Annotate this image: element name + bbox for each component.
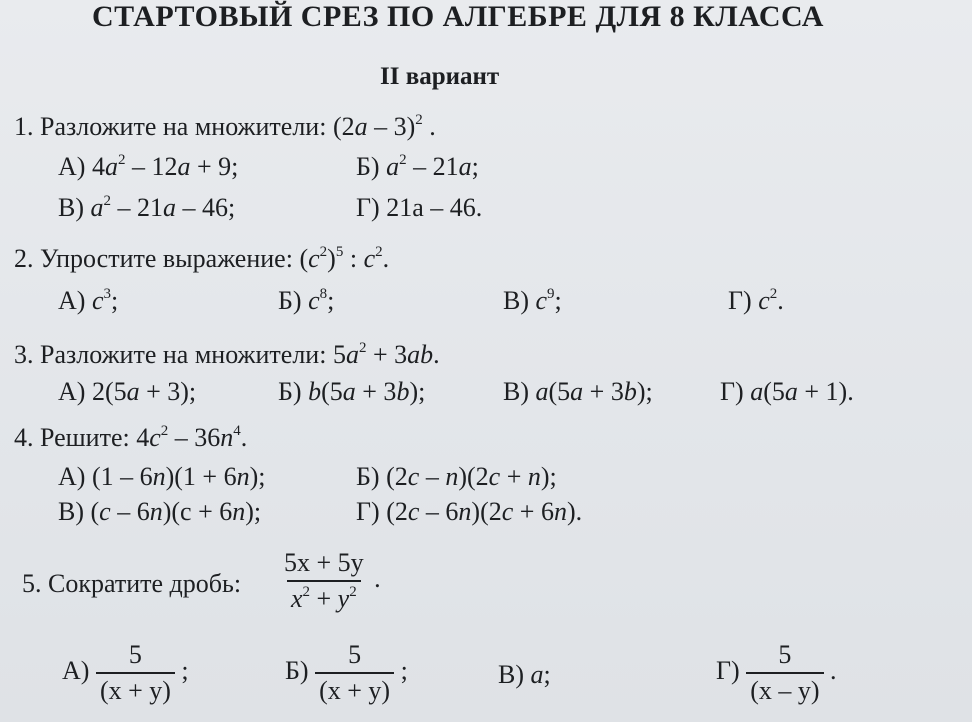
separator: .: [823, 655, 837, 685]
option-label: Г): [356, 497, 380, 526]
option-label: А): [58, 377, 86, 406]
separator: ;: [394, 655, 408, 685]
question-5-fraction: [280, 548, 381, 614]
option-label: Г): [720, 377, 744, 406]
question-4-expression: $4c^2 - 36n^4$.: [136, 422, 248, 452]
option-label: В): [503, 286, 529, 315]
question-1-prompt: 1. Разложите на множители:: [14, 112, 327, 141]
option-value: (2c – 6n)(2c + 6n).: [386, 497, 583, 526]
option-label: А): [58, 286, 86, 315]
option-label: Б): [356, 462, 380, 491]
option-value: $a^2 - 21a - 46$;: [90, 192, 236, 222]
fraction: [280, 548, 368, 614]
option-fraction: [315, 640, 394, 706]
option-label: В): [498, 660, 524, 689]
question-3: [14, 340, 440, 370]
option-fraction: [96, 640, 175, 706]
option-label: А): [58, 462, 86, 491]
option-label: Б): [278, 286, 302, 315]
q2-option-a: [58, 286, 118, 316]
period: .: [374, 563, 381, 593]
q3-option-a: [58, 377, 196, 407]
question-5-prompt: 5. Сократите дробь:: [22, 569, 242, 598]
q1-option-g: [356, 193, 482, 223]
q1-option-b: [356, 152, 479, 182]
option-value: 21a – 46.: [386, 193, 483, 222]
option-label: Г): [728, 286, 752, 315]
q5-option-b: [285, 640, 408, 706]
q4-option-g: [356, 497, 582, 527]
option-label: Г): [356, 193, 380, 222]
q2-option-g: [728, 286, 784, 316]
option-value: (2c – n)(2c + n);: [386, 462, 557, 491]
option-value: 2(5a + 3);: [91, 377, 197, 406]
fraction-denominator: (x + y): [96, 672, 175, 706]
fraction-denominator: $x^2 + y^2$: [287, 580, 361, 614]
option-value: $4a^2 - 12a + 9$;: [91, 151, 239, 181]
q4-option-a: [58, 462, 265, 492]
question-2-prompt: 2. Упростите выражение:: [14, 244, 293, 273]
option-value: b(5a + 3b);: [308, 377, 426, 406]
option-value: $c^2$.: [758, 285, 784, 315]
separator: ;: [174, 655, 189, 685]
option-label: А): [62, 655, 90, 685]
fraction-denominator: (x – y): [746, 672, 823, 706]
q5-option-a: [62, 640, 189, 706]
option-label: Б): [278, 377, 302, 406]
option-label: В): [58, 193, 84, 222]
option-label: В): [58, 497, 84, 526]
q5-option-g: [716, 640, 837, 706]
q4-option-v: [58, 497, 261, 527]
question-3-prompt: 3. Разложите на множители:: [14, 340, 327, 369]
fraction-numerator: 5x + 5y: [284, 548, 364, 577]
option-value: (c – 6n)(c + 6n);: [90, 497, 262, 526]
q3-option-v: [503, 377, 653, 407]
option-label: А): [58, 152, 86, 181]
option-value: a;: [530, 660, 551, 689]
q1-option-v: [58, 193, 235, 223]
option-value: $a^2 - 21a$;: [386, 151, 479, 181]
variant-heading: II вариант: [380, 63, 500, 90]
q2-option-v: [503, 286, 562, 316]
q1-option-a: [58, 152, 238, 182]
option-value: a(5a + 1).: [750, 377, 854, 406]
fraction-denominator: (x + y): [315, 672, 394, 706]
page-title: СТАРТОВЫЙ СРЕЗ ПО АЛГЕБРЕ ДЛЯ 8 КЛАССА: [92, 0, 824, 33]
fraction-numerator: 5: [128, 640, 142, 669]
option-label: В): [503, 377, 529, 406]
q3-option-g: [720, 377, 854, 407]
option-value: a(5a + 3b);: [535, 377, 653, 406]
question-4-prompt: 4. Решите:: [14, 423, 130, 452]
q3-option-b: [278, 377, 425, 407]
fraction-numerator: 5: [348, 640, 362, 669]
question-2: [14, 244, 389, 274]
option-label: Г): [716, 655, 740, 685]
question-2-expression: $(c^2)^5$ : $c^2$.: [299, 243, 390, 273]
q5-option-v: [498, 660, 551, 690]
q2-option-b: [278, 286, 334, 316]
q4-option-b: [356, 462, 557, 492]
option-value: (1 – 6n)(1 + 6n);: [91, 462, 266, 491]
option-label: Б): [285, 655, 309, 685]
option-fraction: [746, 640, 823, 706]
option-value: $c^3$;: [91, 285, 119, 315]
question-3-expression: $5a^2 + 3ab$.: [332, 339, 440, 369]
option-value: $c^9$;: [535, 285, 562, 315]
question-1-expression: (2a – 3)$^2$ .: [332, 111, 436, 141]
option-label: Б): [356, 152, 380, 181]
question-4: [14, 423, 247, 453]
fraction-numerator: 5: [778, 640, 792, 669]
option-value: $c^8$;: [308, 285, 335, 315]
question-1: [14, 112, 436, 142]
